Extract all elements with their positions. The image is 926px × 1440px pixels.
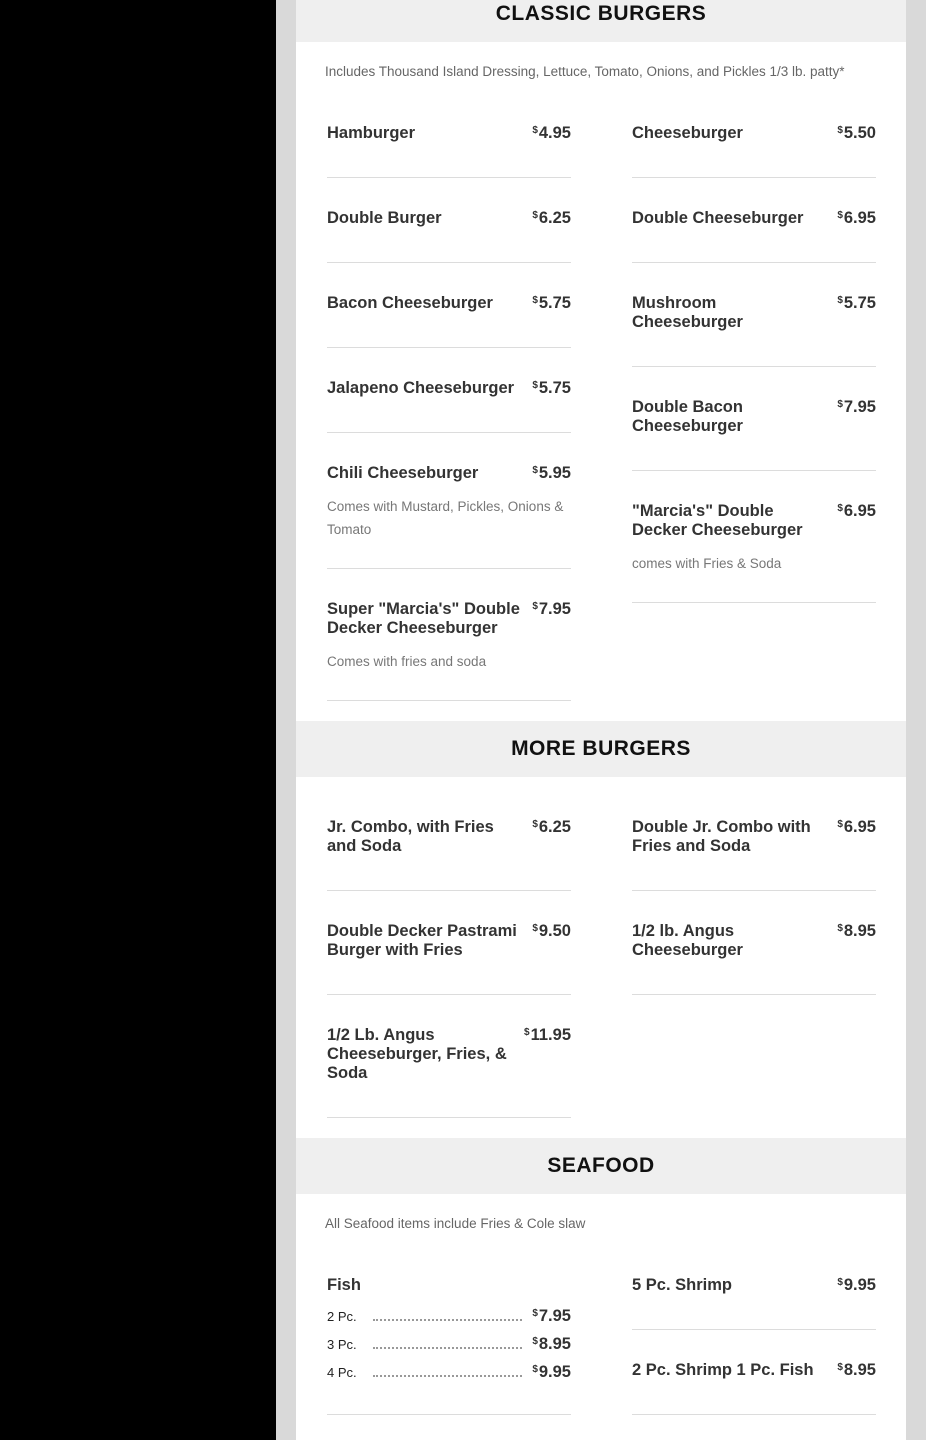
item-price: $5.50 [837, 124, 876, 142]
item-description: Comes with fries and soda [327, 654, 487, 669]
section-header-classic-burgers [296, 0, 906, 42]
menu-item[interactable] [327, 1026, 571, 1118]
section-header-seafood [296, 1138, 906, 1194]
section-note: All Seafood items include Fries & Cole slaw [325, 1216, 586, 1231]
dot-leader [373, 1319, 522, 1321]
item-name: Double Decker Pastrami Burger with Fries [327, 922, 517, 959]
option-price: $8.95 [532, 1335, 571, 1353]
menu-item[interactable] [327, 922, 571, 995]
option-row[interactable] [327, 1335, 571, 1357]
menu-item[interactable] [327, 379, 571, 433]
item-price: $9.50 [532, 922, 571, 940]
menu-item[interactable] [327, 124, 571, 178]
menu-item[interactable] [632, 1361, 876, 1415]
item-price: $5.95 [532, 464, 571, 482]
item-price: $5.75 [837, 294, 876, 312]
menu-item[interactable] [327, 464, 571, 569]
menu-page [296, 0, 906, 1440]
section-title: SEAFOOD [547, 1154, 655, 1177]
menu-item[interactable] [327, 600, 571, 701]
menu-item[interactable] [327, 209, 571, 263]
left-black-panel [0, 0, 276, 1440]
item-name: Fish [327, 1276, 361, 1294]
section-note: Includes Thousand Island Dressing, Lettuce, Tomato, Onions, and Pickles 1/3 lb. patty* [325, 64, 845, 79]
item-price: $4.95 [532, 124, 571, 142]
item-price: $8.95 [837, 922, 876, 940]
item-name: Cheeseburger [632, 124, 743, 142]
option-name: 3 Pc. [327, 1337, 357, 1352]
menu-item[interactable] [632, 398, 876, 471]
item-price: $7.95 [532, 600, 571, 618]
item-price: $6.95 [837, 818, 876, 836]
menu-item[interactable] [632, 818, 876, 891]
option-price: $9.95 [532, 1363, 571, 1381]
menu-item[interactable] [632, 124, 876, 178]
item-name: Chili Cheeseburger [327, 464, 479, 482]
menu-item[interactable] [327, 818, 571, 891]
item-name: Hamburger [327, 124, 416, 142]
menu-item[interactable] [632, 502, 876, 603]
item-name: Double Cheeseburger [632, 209, 804, 227]
item-name: Super "Marcia's" Double Decker Cheeseburger [327, 600, 520, 637]
menu-item[interactable] [632, 922, 876, 995]
item-name: Double Burger [327, 209, 442, 227]
item-price: $7.95 [837, 398, 876, 416]
item-name: 1/2 lb. Angus Cheeseburger [632, 922, 743, 959]
item-name: Bacon Cheeseburger [327, 294, 493, 312]
option-name: 4 Pc. [327, 1365, 357, 1380]
menu-item[interactable] [327, 1276, 571, 1415]
item-name: Jalapeno Cheeseburger [327, 379, 515, 397]
item-name: Double Jr. Combo with Fries and Soda [632, 818, 811, 855]
option-name: 2 Pc. [327, 1309, 357, 1324]
menu-item[interactable] [632, 294, 876, 367]
section-header-more-burgers [296, 721, 906, 777]
option-price: $7.95 [532, 1307, 571, 1325]
item-price: $6.25 [532, 209, 571, 227]
item-price: $8.95 [837, 1361, 876, 1379]
item-price: $6.25 [532, 818, 571, 836]
item-description: comes with Fries & Soda [632, 556, 782, 571]
dot-leader [373, 1347, 522, 1349]
dot-leader [373, 1375, 522, 1377]
menu-item[interactable] [632, 209, 876, 263]
item-name: Double Bacon Cheeseburger [632, 398, 743, 435]
item-name: 2 Pc. Shrimp 1 Pc. Fish [632, 1361, 814, 1379]
item-name: Mushroom Cheeseburger [632, 294, 743, 331]
menu-item[interactable] [327, 294, 571, 348]
item-price: $6.95 [837, 209, 876, 227]
item-price: $6.95 [837, 502, 876, 520]
item-description: Comes with Mustard, Pickles, Onions & Tomato [327, 499, 564, 537]
section-title: CLASSIC BURGERS [495, 2, 707, 25]
item-price: $5.75 [532, 294, 571, 312]
item-name: "Marcia's" Double Decker Cheeseburger [632, 502, 803, 539]
option-row[interactable] [327, 1307, 571, 1329]
item-options [327, 1307, 571, 1385]
item-price: $5.75 [532, 379, 571, 397]
item-name: Jr. Combo, with Fries and Soda [327, 818, 494, 855]
option-row[interactable] [327, 1363, 571, 1385]
item-name: 5 Pc. Shrimp [632, 1276, 732, 1294]
section-title: MORE BURGERS [511, 737, 691, 760]
item-name: 1/2 Lb. Angus Cheeseburger, Fries, & Soda [327, 1026, 507, 1082]
item-price: $9.95 [837, 1276, 876, 1294]
menu-item[interactable] [632, 1276, 876, 1330]
item-price: $11.95 [524, 1026, 571, 1044]
